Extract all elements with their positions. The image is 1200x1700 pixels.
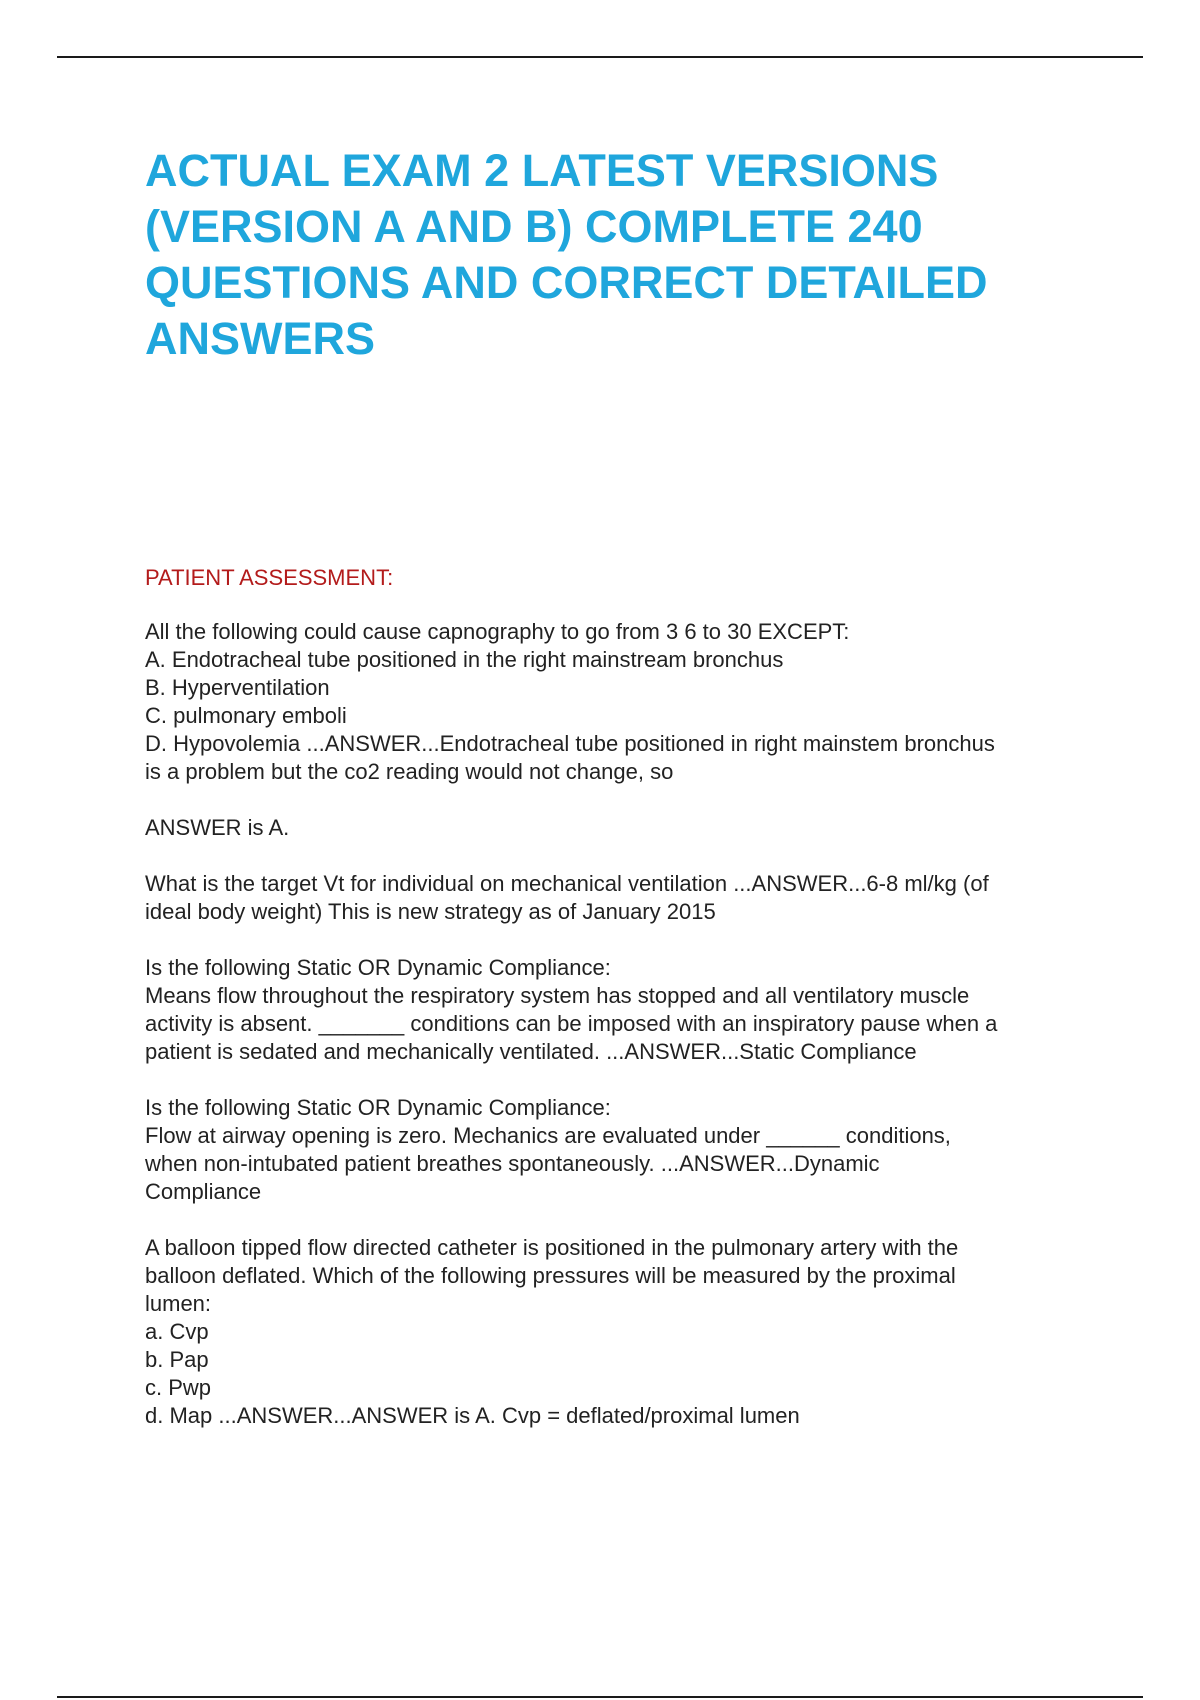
question-block-catheter	[145, 1234, 1105, 1430]
text-line: Compliance	[145, 1179, 262, 1204]
title-line: (VERSION A AND B) COMPLETE 240	[145, 201, 923, 252]
text-line: Is the following Static OR Dynamic Compliance:	[145, 955, 611, 980]
text-line: Means flow throughout the respiratory system has stopped and all ventilatory muscle	[145, 983, 970, 1008]
text-line: B. Hyperventilation	[145, 675, 330, 700]
bottom-rule	[57, 1696, 1143, 1698]
text-line: c. Pwp	[145, 1375, 212, 1400]
text-line: is a problem but the co2 reading would not change, so	[145, 759, 674, 784]
text-line: ANSWER is A.	[145, 815, 290, 840]
text-line: d. Map ...ANSWER...ANSWER is A. Cvp = deflated/proximal lumen	[145, 1403, 800, 1428]
title-line: QUESTIONS AND CORRECT DETAILED	[145, 257, 988, 308]
text-line: What is the target Vt for individual on mechanical ventilation ...ANSWER...6-8 ml/kg (of	[145, 871, 989, 896]
text-line: A balloon tipped flow directed catheter is positioned in the pulmonary artery with the	[145, 1235, 959, 1260]
title-line: ANSWERS	[145, 313, 376, 364]
text-line: balloon deflated. Which of the following pressures will be measured by the proximal	[145, 1263, 956, 1288]
text-line: lumen:	[145, 1291, 212, 1316]
top-rule	[57, 56, 1143, 58]
text-line: Flow at airway opening is zero. Mechanics are evaluated under ______ conditions,	[145, 1123, 951, 1148]
text-line: when non-intubated patient breathes spontaneously. ...ANSWER...Dynamic	[145, 1151, 880, 1176]
text-line: Is the following Static OR Dynamic Compliance:	[145, 1095, 611, 1120]
title-line: ACTUAL EXAM 2 LATEST VERSIONS	[145, 145, 939, 196]
text-line: C. pulmonary emboli	[145, 703, 347, 728]
answer-block	[145, 814, 1105, 842]
question-list	[145, 618, 1105, 1458]
text-line: A. Endotracheal tube positioned in the right mainstream bronchus	[145, 647, 784, 672]
text-line: ideal body weight) This is new strategy as of January 2015	[145, 899, 716, 924]
text-line: activity is absent. _______ conditions can be imposed with an inspiratory pause when a	[145, 1011, 998, 1036]
text-line: D. Hypovolemia ...ANSWER...Endotracheal tube positioned in right mainstem bronchus	[145, 731, 995, 756]
question-block-capnography	[145, 618, 1105, 786]
text-line: a. Cvp	[145, 1319, 209, 1344]
text-line: patient is sedated and mechanically ventilated. ...ANSWER...Static Compliance	[145, 1039, 917, 1064]
section-heading: PATIENT ASSESSMENT:	[145, 565, 394, 590]
text-line: All the following could cause capnography to go from 3 6 to 30 EXCEPT:	[145, 619, 850, 644]
text-line: b. Pap	[145, 1347, 209, 1372]
document-title	[145, 143, 1105, 367]
question-block-dynamic-compliance	[145, 1094, 1105, 1206]
question-block-static-compliance	[145, 954, 1105, 1066]
question-block-target-vt	[145, 870, 1105, 926]
